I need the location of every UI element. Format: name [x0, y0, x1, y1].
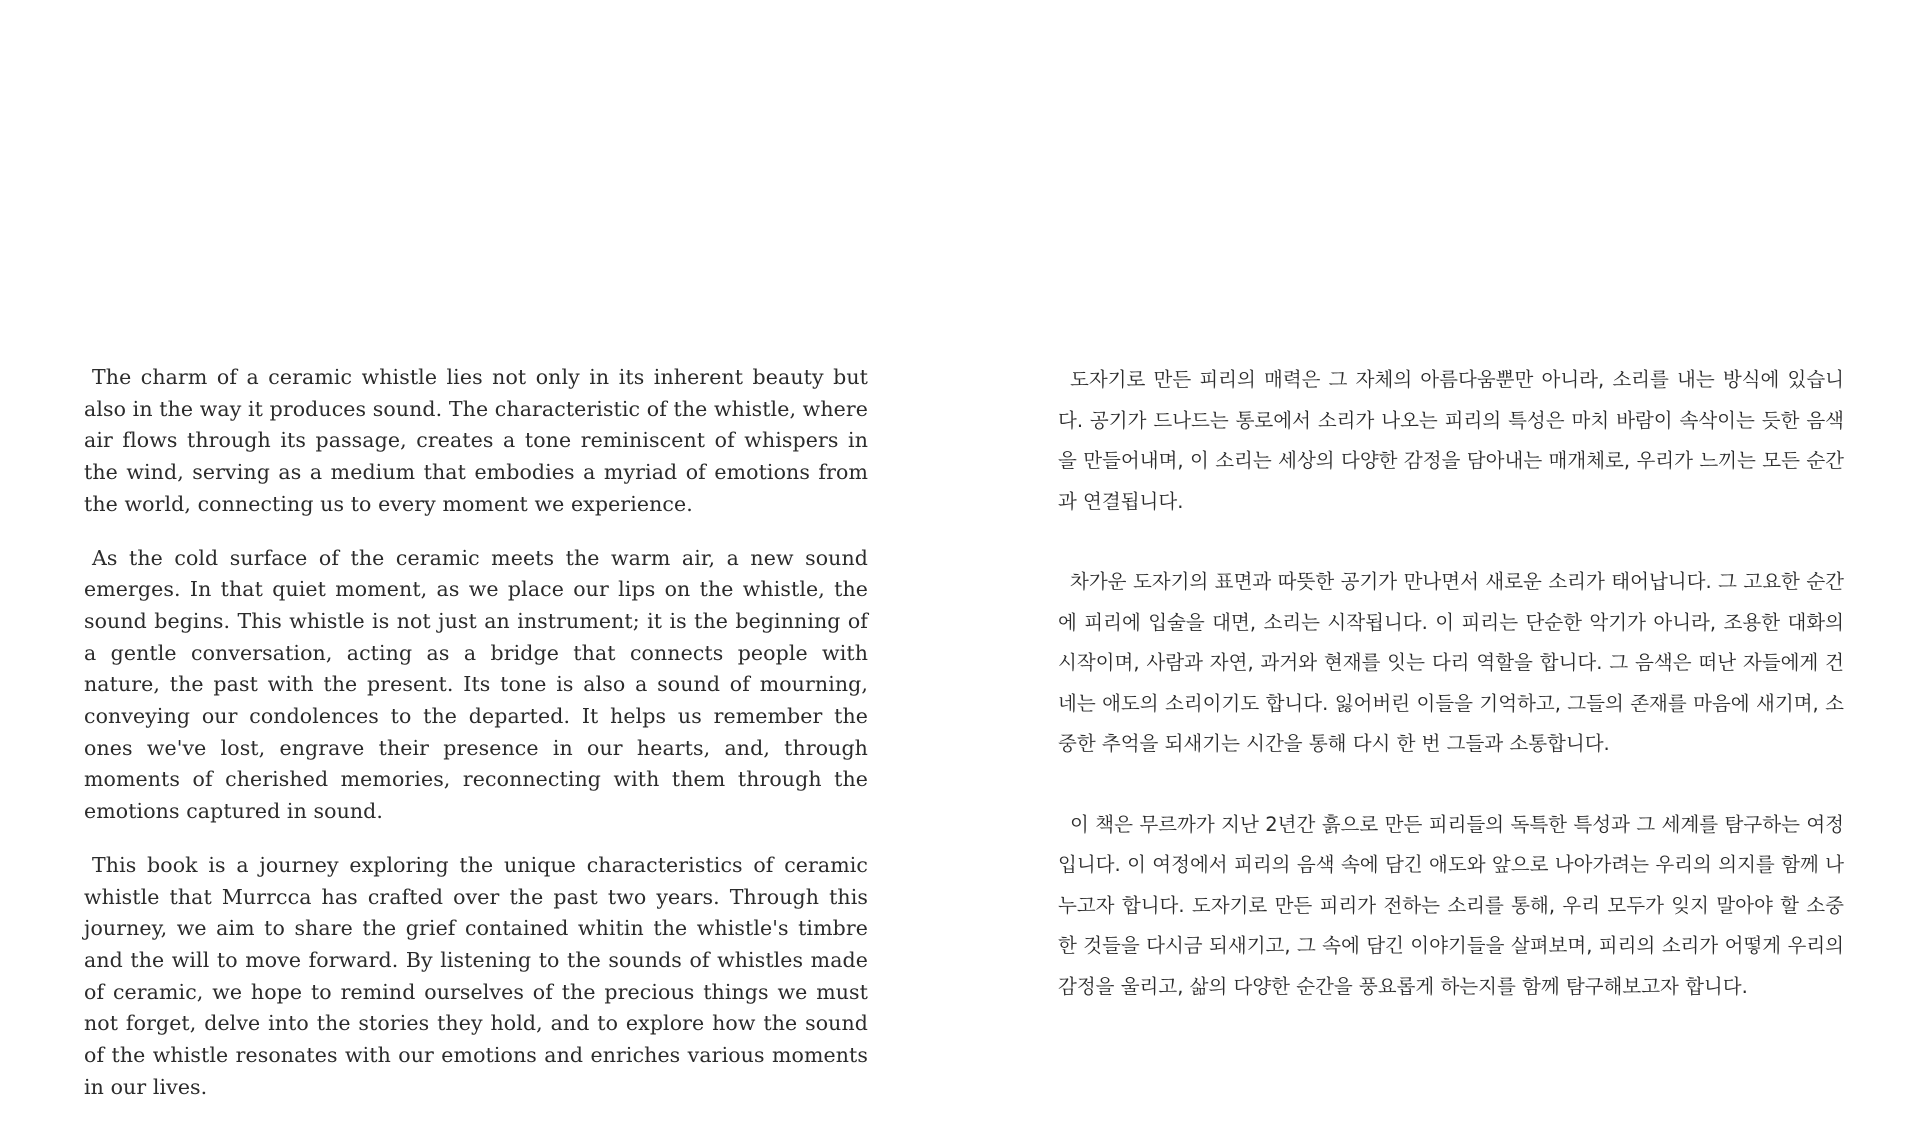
korean-paragraph-2: 차가운 도자기의 표면과 따뜻한 공기가 만나면서 새로운 소리가 태어납니다. 그 고요한 순간에 피리에 입술을 대면, 소리는 시작됩니다. 이 피리는 단순한 악기가 아니라, 조용한 대화의 시작이며, 사람과 자연, 과거와 현재를 잇는 다리 역할을 합니다. 그 음색은 떠난 자들에게 건네는 애도의 소리이기도 합니다. 잃어버린 이들을 기억하고, 그들의 존재를 마음에 새기며, 소중한 추억을 되새기는 시간을 통해 다시 한 번 그들과 소통합니다. — [1058, 570, 1844, 755]
korean-paragraph-1: 도자기로 만든 피리의 매력은 그 자체의 아름다움뿐만 아니라, 소리를 내는 방식에 있습니다. 공기가 드나드는 통로에서 소리가 나오는 피리의 특성은 마치 바람이 속삭이는 듯한 음색을 만들어내며, 이 소리는 세상의 다양한 감정을 담아내는 매개체로, 우리가 느끼는 모든 순간과 연결됩니다. — [1058, 368, 1844, 513]
english-paragraph-2: As the cold surface of the ceramic meets the warm air, a new sound emerges. In that quiet moment, as we place our lips on the whistle, the sound begins. This whistle is not just an instrument; it is the beginning of a gentle conversation, acting as a bridge that connects people with nature, the past with the present. Its tone is also a sound of mourning, conveying our condolences to the departed. It helps us remember the ones we've lost, engrave their presence in our hearts, and, through moments of cherished memories, reconnecting with them through the emotions captured in sound. — [84, 545, 868, 824]
english-paragraph-1: The charm of a ceramic whistle lies not only in its inherent beauty but also in the way it produces sound. The characteristic of the whistle, where air flows through its passage, creates a tone reminiscent of whispers in the wind, serving as a medium that embodies a myriad of emotions from the world, connecting us to every moment we experience. — [84, 365, 868, 516]
english-text-column — [84, 362, 868, 1125]
korean-text-column — [1058, 360, 1844, 1047]
korean-paragraph-3: 이 책은 무르까가 지난 2년간 흙으로 만든 피리들의 독특한 특성과 그 세계를 탐구하는 여정입니다. 이 여정에서 피리의 음색 속에 담긴 애도와 앞으로 나아가려는 우리의 의지를 함께 나누고자 합니다. 도자기로 만든 피리가 전하는 소리를 통해, 우리 모두가 잊지 말아야 할 소중한 것들을 다시금 되새기고, 그 속에 담긴 이야기들을 살펴보며, 피리의 소리가 어떻게 우리의 감정을 울리고, 삶의 다양한 순간을 풍요롭게 하는지를 함께 탐구해보고자 합니다. — [1058, 812, 1844, 998]
english-paragraph-3: This book is a journey exploring the unique characteristics of ceramic whistle that Murrcca has crafted over the past two years. Through this journey, we aim to share the grief contained whitin the whistle's timbre and the will to move forward. By listening to the sounds of whistles made of ceramic, we hope to remind ourselves of the precious things we must not forget, delve into the stories they hold, and to explore how the sound of the whistle resonates with our emotions and enriches various moments in our lives. — [84, 852, 868, 1099]
